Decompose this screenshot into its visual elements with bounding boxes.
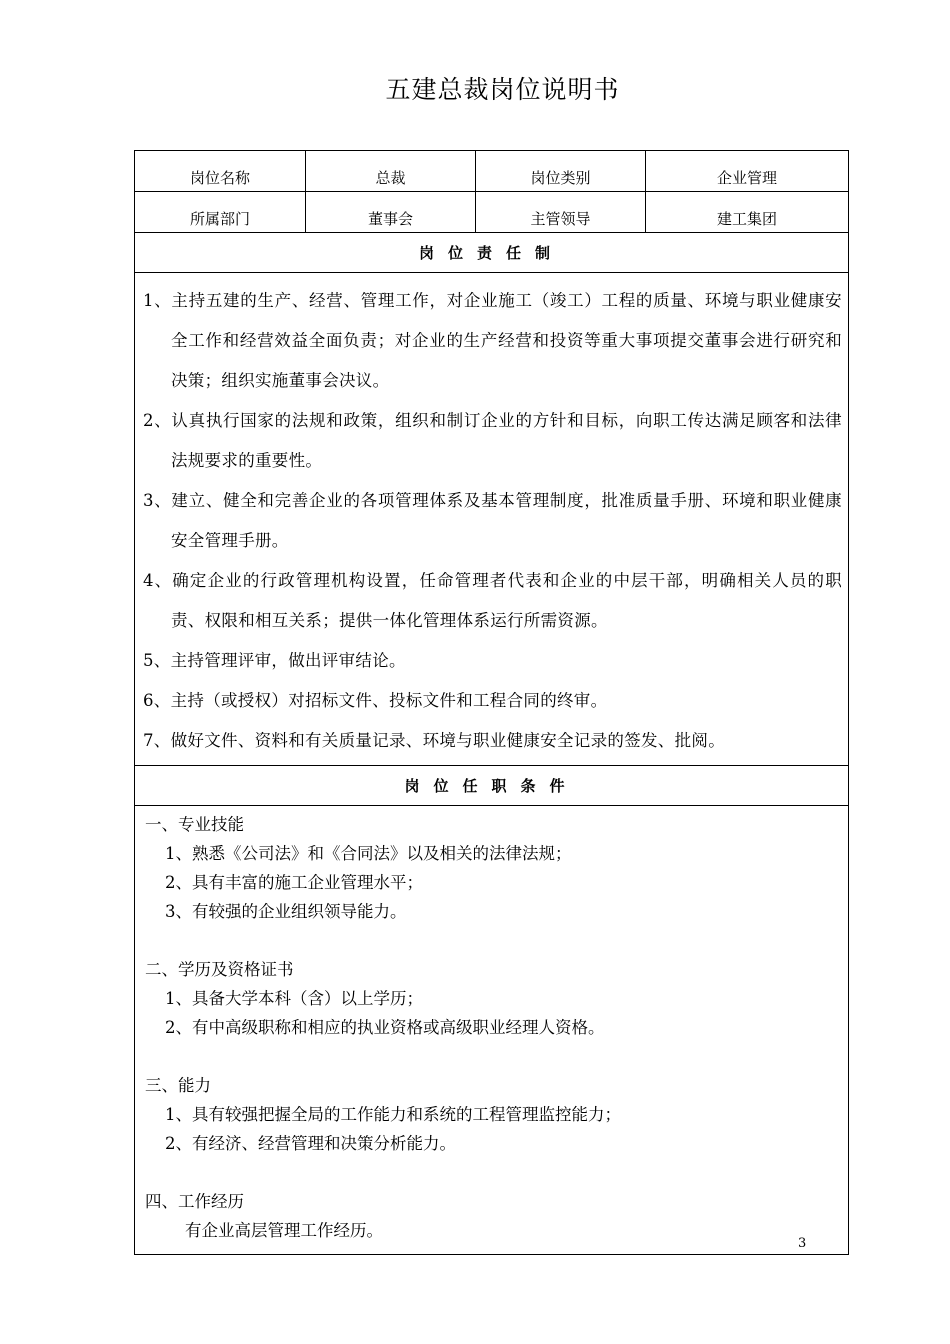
info-row-1 [135,151,849,192]
label-position-category: 岗位类别 [476,151,646,192]
experience-text: 有企业高层管理工作经历。 [185,1221,383,1240]
duty-item: 5、主持管理评审，做出评审结论。 [143,651,406,670]
experience-heading: 四、工作经历 [145,1192,244,1211]
value-position-category: 企业管理 [646,151,849,192]
qualifications-list [135,806,849,1255]
ability-item: 1、具有较强把握全局的工作能力和系统的工程管理监控能力； [165,1105,621,1124]
education-item: 1、具备大学本科（含）以上学历； [165,989,423,1008]
education-heading: 二、学历及资格证书 [145,960,294,979]
label-position-name: 岗位名称 [135,151,306,192]
page-title: 五建总裁岗位说明书 [385,75,620,104]
qualifications-heading: 岗位任职条件 [135,766,849,806]
ability-heading: 三、能力 [145,1076,211,1095]
info-row-2 [135,192,849,233]
education-item: 2、有中高级职称和相应的执业资格或高级职业经理人资格。 [165,1018,605,1037]
skills-item: 1、熟悉《公司法》和《合同法》以及相关的法律法规； [165,844,572,863]
label-department: 所属部门 [135,192,306,233]
duties-list [135,273,849,766]
ability-item: 2、有经济、经营管理和决策分析能力。 [165,1134,456,1153]
skills-item: 3、有较强的企业组织领导能力。 [165,902,407,921]
page-number: 3 [798,1236,807,1251]
duty-item: 2、认真执行国家的法规和政策，组织和制订企业的方针和目标，向职工传达满足顾客和法律法规要求的重要性。 [143,411,842,470]
value-supervisor: 建工集团 [646,192,849,233]
duty-item: 1、主持五建的生产、经营、管理工作，对企业施工（竣工）工程的质量、环境与职业健康安全工作和经营效益全面负责；对企业的生产经营和投资等重大事项提交董事会进行研究和决策；组织实施董事会决议。 [143,291,842,390]
duty-item: 4、确定企业的行政管理机构设置，任命管理者代表和企业的中层干部，明确相关人员的职责、权限和相互关系；提供一体化管理体系运行所需资源。 [143,571,842,630]
duty-item: 7、做好文件、资料和有关质量记录、环境与职业健康安全记录的签发、批阅。 [143,731,725,750]
duties-heading: 岗位责任制 [135,233,849,273]
skills-item: 2、具有丰富的施工企业管理水平； [165,873,423,892]
duty-item: 6、主持（或授权）对招标文件、投标文件和工程合同的终审。 [143,691,608,710]
label-supervisor: 主管领导 [476,192,646,233]
value-position-name: 总裁 [306,151,476,192]
skills-heading: 一、专业技能 [145,815,244,834]
value-department: 董事会 [306,192,476,233]
job-description-table [134,150,849,1255]
duty-item: 3、建立、健全和完善企业的各项管理体系及基本管理制度，批准质量手册、环境和职业健康安全管理手册。 [143,491,842,550]
